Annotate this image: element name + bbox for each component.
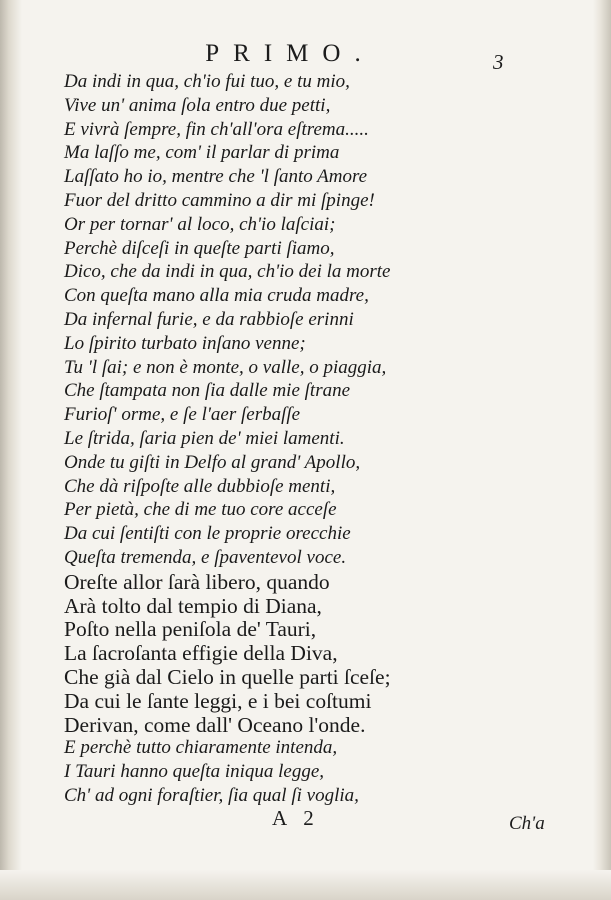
verse-line: Per pietà, che di me tuo core acceſe xyxy=(64,499,337,521)
verse-line: Vive un' anima ſola entro due petti, xyxy=(64,94,331,116)
verse-line: Or per tornar' al loco, ch'io laſciai; xyxy=(64,213,336,235)
verse-line: Da infernal furie, e da rabbioſe erinni xyxy=(64,309,354,330)
verse-line: Da indi in qua, ch'io fui tuo, e tu mio, xyxy=(64,71,350,92)
verse-line: Tu 'l ſai; e non è monte, o valle, o piaggia, xyxy=(64,356,387,378)
verse-line: Oreſte allor ſarà libero, quando xyxy=(64,569,330,594)
verse-line: Da cui le ſante leggi, e i bei coſtumi xyxy=(64,688,372,713)
verse-line: Fuor del dritto cammino a dir mi ſpinge! xyxy=(64,190,375,211)
verse-line: Perchè diſceſi in queſte parti ſiamo, xyxy=(64,237,335,259)
verse-line: Poſto nella peniſola de' Tauri, xyxy=(64,617,317,642)
verse-line: Da cui ſentiſti con le proprie orecchie xyxy=(64,523,351,545)
verse-line: Le ſtrida, ſaria pien de' miei lamenti. xyxy=(64,428,345,449)
catchword: Ch'a xyxy=(509,813,545,834)
verse-line: Lo ſpirito turbato inſano venne; xyxy=(64,332,306,354)
verse-line: Ch' ad ogni foraſtier, ſia qual ſi voglia, xyxy=(64,785,359,806)
verse-line: Queſta tremenda, e ſpaventevol voce. xyxy=(64,547,347,568)
verse-line: E vivrà ſempre, fin ch'all'ora eſtrema..... xyxy=(64,118,369,140)
verse-line: Che dà riſpoſte alle dubbioſe menti, xyxy=(64,475,336,497)
verse-line: Con queſta mano alla mia cruda madre, xyxy=(64,285,369,307)
verse-line: Che già dal Cielo in quelle parti ſceſe; xyxy=(64,665,391,689)
signature-mark: A 2 xyxy=(272,806,320,830)
running-head: PRIMO. xyxy=(205,40,375,67)
verse-line: Derivan, come dall' Oceano l'onde. xyxy=(64,712,366,737)
verse-line: La ſacroſanta effigie della Diva, xyxy=(64,641,338,666)
verse-line: Furioſ' orme, e ſe l'aer ſerbaſſe xyxy=(64,404,301,426)
verse-line: Laſſato ho io, mentre che 'l ſanto Amore xyxy=(64,166,368,188)
verse-line: Arà tolto dal tempio di Diana, xyxy=(64,593,322,618)
verse-line: E perchè tutto chiaramente intenda, xyxy=(64,737,338,759)
verse-line: Ma laſſo me, com' il parlar di prima xyxy=(64,142,340,164)
verse-line: Onde tu giſti in Delfo al grand' Apollo, xyxy=(64,451,361,473)
verse-line: I Tauri hanno queſta iniqua legge, xyxy=(64,761,325,783)
page-number: 3 xyxy=(493,50,504,74)
verse-line: Che ſtampata non ſia dalle mie ſtrane xyxy=(64,380,351,402)
verse-line: Dico, che da indi in qua, ch'io dei la morte xyxy=(64,261,391,283)
